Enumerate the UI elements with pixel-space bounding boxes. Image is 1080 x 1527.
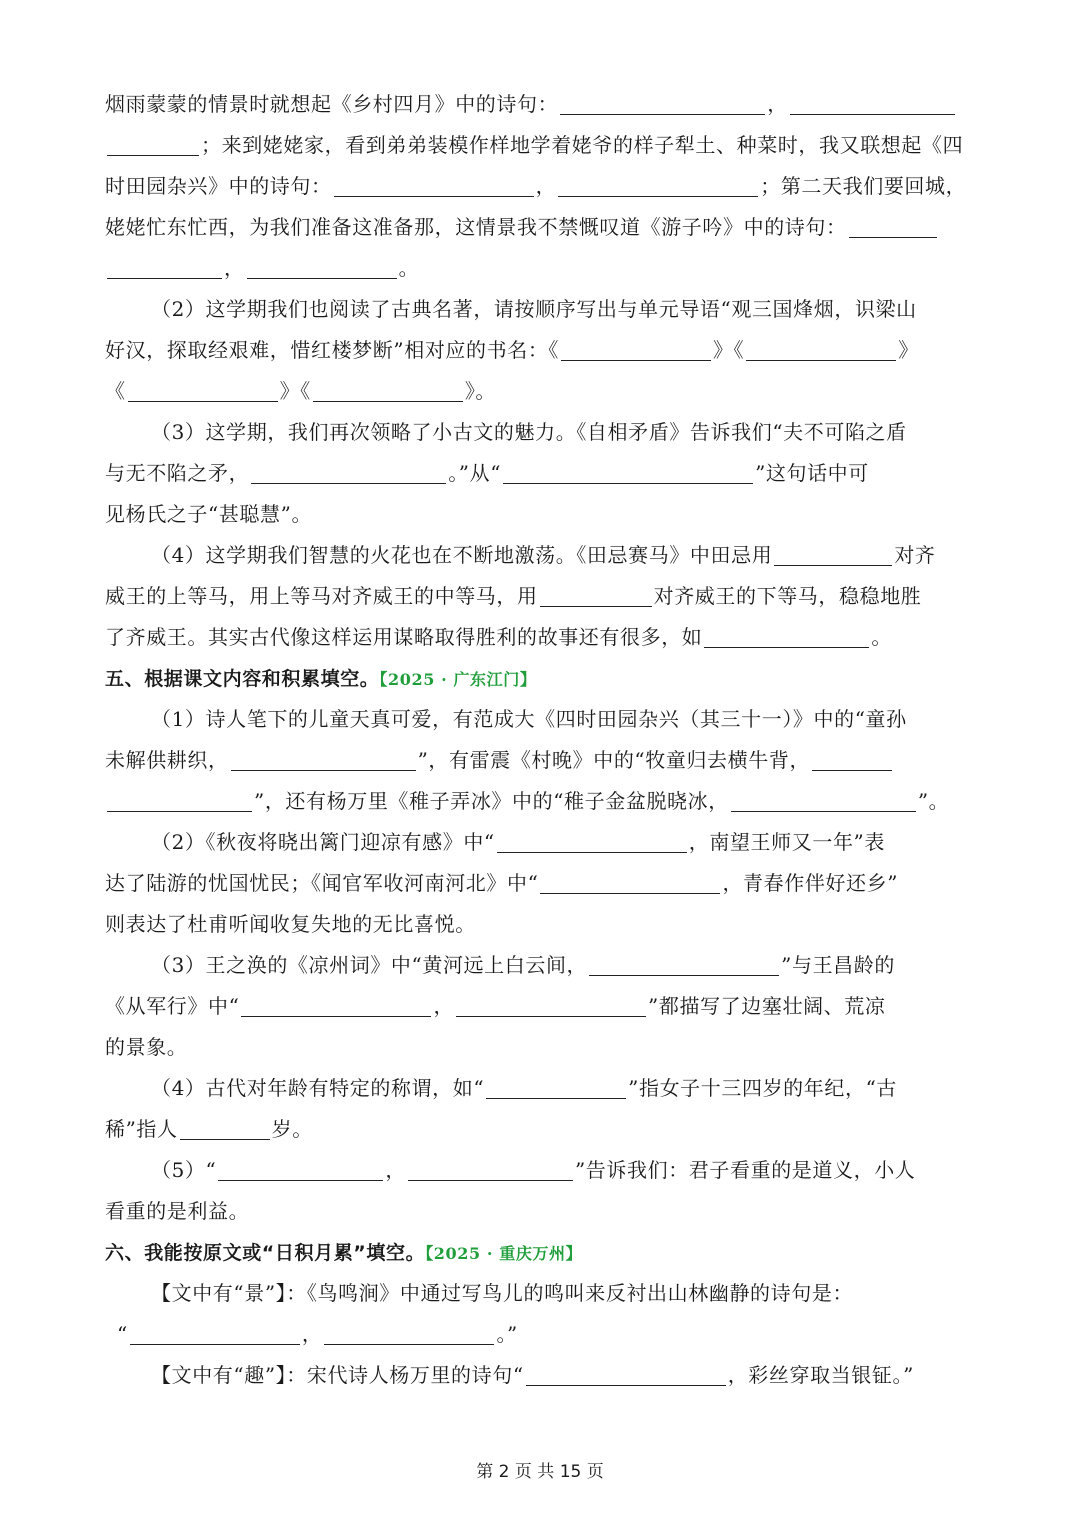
text-line: [105, 84, 977, 125]
page-content: [105, 84, 977, 1396]
text-line: [105, 166, 977, 207]
text-line: [105, 904, 977, 945]
source-tag: 【2025 · 广东江门】: [379, 670, 537, 689]
text-line: [105, 1191, 977, 1232]
text: 《从军行》中“: [105, 994, 240, 1018]
answer-blank[interactable]: [456, 994, 646, 1017]
text-line: [105, 740, 977, 781]
source-tag: 【2025 · 重庆万州】: [425, 1244, 583, 1263]
question-4: [105, 535, 977, 576]
text-line: [105, 125, 977, 166]
answer-blank[interactable]: [526, 1363, 726, 1386]
answer-blank[interactable]: [486, 1076, 626, 1099]
answer-blank[interactable]: [540, 584, 652, 607]
page-number-footer: 第 2 页 共 15 页: [476, 1462, 604, 1482]
answer-blank[interactable]: [561, 338, 711, 361]
answer-blank[interactable]: [180, 1117, 270, 1140]
text: 好汉，探取经艰难，惜红楼梦断”相对应的书名：《: [105, 338, 560, 362]
text: 则表达了杜甫听闻收复失地的无比喜悦。: [105, 912, 476, 936]
section-title: 六、我能按原文或“日积月累”填空。: [105, 1242, 426, 1264]
question-5-5: [105, 1150, 977, 1191]
answer-blank[interactable]: [560, 92, 765, 115]
text: 对齐: [894, 543, 936, 567]
text: （3）这学期，我们再次领略了小古文的魅力。《自相矛盾》告诉我们“夫不可陷之盾: [151, 420, 907, 444]
answer-blank[interactable]: [107, 133, 199, 156]
text: 》。: [464, 379, 497, 403]
text-line: [105, 371, 977, 412]
answer-blank[interactable]: [107, 256, 222, 279]
question-2: [105, 289, 977, 330]
answer-blank[interactable]: [558, 174, 758, 197]
question-6-scene: [105, 1273, 977, 1314]
text: （4）这学期我们智慧的火花也在不断地激荡。《田忌赛马》中田忌用: [151, 543, 773, 567]
question-5-2: [105, 822, 977, 863]
text: 见杨氏之子“甚聪慧”。: [105, 502, 313, 526]
text: 。”: [496, 1322, 518, 1346]
text: （1）诗人笔下的儿童天真可爱，有范成大《四时田园杂兴（其三十一）》中的“童孙: [151, 707, 907, 731]
text: 岁。: [271, 1117, 313, 1141]
text: ，: [301, 1322, 323, 1346]
answer-blank[interactable]: [251, 461, 446, 484]
text: ，: [535, 174, 557, 198]
text-line: [105, 863, 977, 904]
text: 威王的上等马，用上等马对齐威王的中等马，用: [105, 584, 538, 608]
text: 了齐威王。其实古代像这样运用谋略取得胜利的故事还有很多，如: [105, 625, 703, 649]
text: 》《: [279, 379, 311, 403]
answer-blank[interactable]: [731, 789, 916, 812]
text: ”与王昌龄的: [781, 953, 895, 977]
text: ；来到姥姥家，看到弟弟装模作样地学着姥爷的样子犁土、种菜时，我又联想起《四: [201, 133, 964, 157]
text: （4）古代对年龄有特定的称谓，如“: [151, 1076, 485, 1100]
text: 。: [398, 256, 420, 280]
answer-blank[interactable]: [130, 1322, 300, 1345]
question-5-3: [105, 945, 977, 986]
text: 》《: [713, 338, 745, 362]
text: 与无不陷之矛，: [105, 461, 250, 485]
text: “: [117, 1322, 128, 1346]
answer-blank[interactable]: [812, 748, 892, 771]
text: ”都描写了边塞壮阔、荒凉: [648, 994, 886, 1018]
answer-blank[interactable]: [589, 953, 779, 976]
answer-blank[interactable]: [774, 543, 892, 566]
text: ，: [433, 994, 455, 1018]
text-line: [105, 1027, 977, 1068]
answer-blank[interactable]: [231, 748, 416, 771]
answer-blank[interactable]: [128, 379, 278, 402]
text: ”这句话中可: [755, 461, 869, 485]
text-line: [105, 453, 977, 494]
text: 时田园杂兴》中的诗句：: [105, 174, 332, 198]
text: ”，还有杨万里《稚子弄冰》中的“稚子金盆脱晓冰，: [254, 789, 729, 813]
text: 。”从“: [448, 461, 502, 485]
text: （5）“: [151, 1158, 217, 1182]
text: 的景象。: [105, 1035, 188, 1059]
text: 姥姥忙东忙西，为我们准备这准备那，这情景我不禁慨叹道《游子吟》中的诗句：: [105, 215, 847, 239]
text: 【文中有“景”】：《鸟鸣涧》中通过写鸟儿的鸣叫来反衬出山林幽静的诗句是：: [151, 1281, 854, 1305]
text: ”，有雷震《村晚》中的“牧童归去横牛背，: [417, 748, 811, 772]
text-line: [105, 248, 977, 289]
text: ，: [767, 92, 788, 116]
text-line: [105, 1314, 977, 1355]
text: ，: [224, 256, 245, 280]
text: 对齐威王的下等马，稳稳地胜: [653, 584, 922, 608]
text: （2）《秋夜将晓出篱门迎凉有感》中“: [151, 830, 495, 854]
answer-blank[interactable]: [241, 994, 431, 1017]
text: ；第二天我们要回城，: [760, 174, 967, 198]
question-5-1: [105, 699, 977, 740]
answer-blank[interactable]: [247, 256, 397, 279]
question-5-4: [105, 1068, 977, 1109]
text-line: [105, 1109, 977, 1150]
text-line: [105, 330, 977, 371]
text: 。: [871, 625, 893, 649]
answer-blank[interactable]: [324, 1322, 494, 1345]
answer-blank[interactable]: [107, 789, 252, 812]
text: ”指女子十三四岁的年纪，“古: [628, 1076, 898, 1100]
answer-blank[interactable]: [849, 215, 937, 238]
text: ，青春作伴好还乡”: [722, 871, 899, 895]
text: 【文中有“趣”】：宋代诗人杨万里的诗句“: [151, 1363, 524, 1387]
text: 未解供耕织，: [105, 748, 229, 772]
text-line: [105, 576, 977, 617]
section-heading-5: [105, 658, 977, 699]
answer-blank[interactable]: [540, 871, 720, 894]
text-line: [105, 494, 977, 535]
text: ，南望王师又一年”表: [688, 830, 885, 854]
answer-blank[interactable]: [790, 92, 955, 115]
text: ”。: [917, 789, 950, 813]
text-line: [105, 207, 977, 248]
answer-blank[interactable]: [704, 625, 869, 648]
answer-blank[interactable]: [218, 1158, 383, 1181]
text: 达了陆游的忧国忧民；《闻官军收河南河北》中“: [105, 871, 539, 895]
section-heading-6: [105, 1232, 977, 1273]
section-title: 五、根据课文内容和积累填空。: [105, 668, 380, 690]
text-line: [105, 617, 977, 658]
answer-blank[interactable]: [313, 379, 463, 402]
text-line: [105, 781, 977, 822]
text: 稀”指人: [105, 1117, 178, 1141]
question-3: [105, 412, 977, 453]
text: 》: [898, 338, 919, 362]
answer-blank[interactable]: [746, 338, 896, 361]
text: ，: [385, 1158, 406, 1182]
answer-blank[interactable]: [334, 174, 534, 197]
text: 烟雨蒙蒙的情景时就想起《乡村四月》中的诗句：: [105, 92, 559, 116]
text: ，彩丝穿取当银钲。”: [727, 1363, 914, 1387]
answer-blank[interactable]: [503, 461, 753, 484]
text: 《: [105, 379, 126, 403]
text: （3）王之涣的《凉州词》中“黄河远上白云间，: [151, 953, 588, 977]
answer-blank[interactable]: [408, 1158, 573, 1181]
text: ”告诉我们：君子看重的是道义，小人: [574, 1158, 916, 1182]
answer-blank[interactable]: [497, 830, 687, 853]
text: 看重的是利益。: [105, 1199, 250, 1223]
text: （2）这学期我们也阅读了古典名著，请按顺序写出与单元导语“观三国烽烟，识梁山: [151, 297, 917, 321]
question-6-fun: [105, 1355, 977, 1396]
text-line: [105, 986, 977, 1027]
